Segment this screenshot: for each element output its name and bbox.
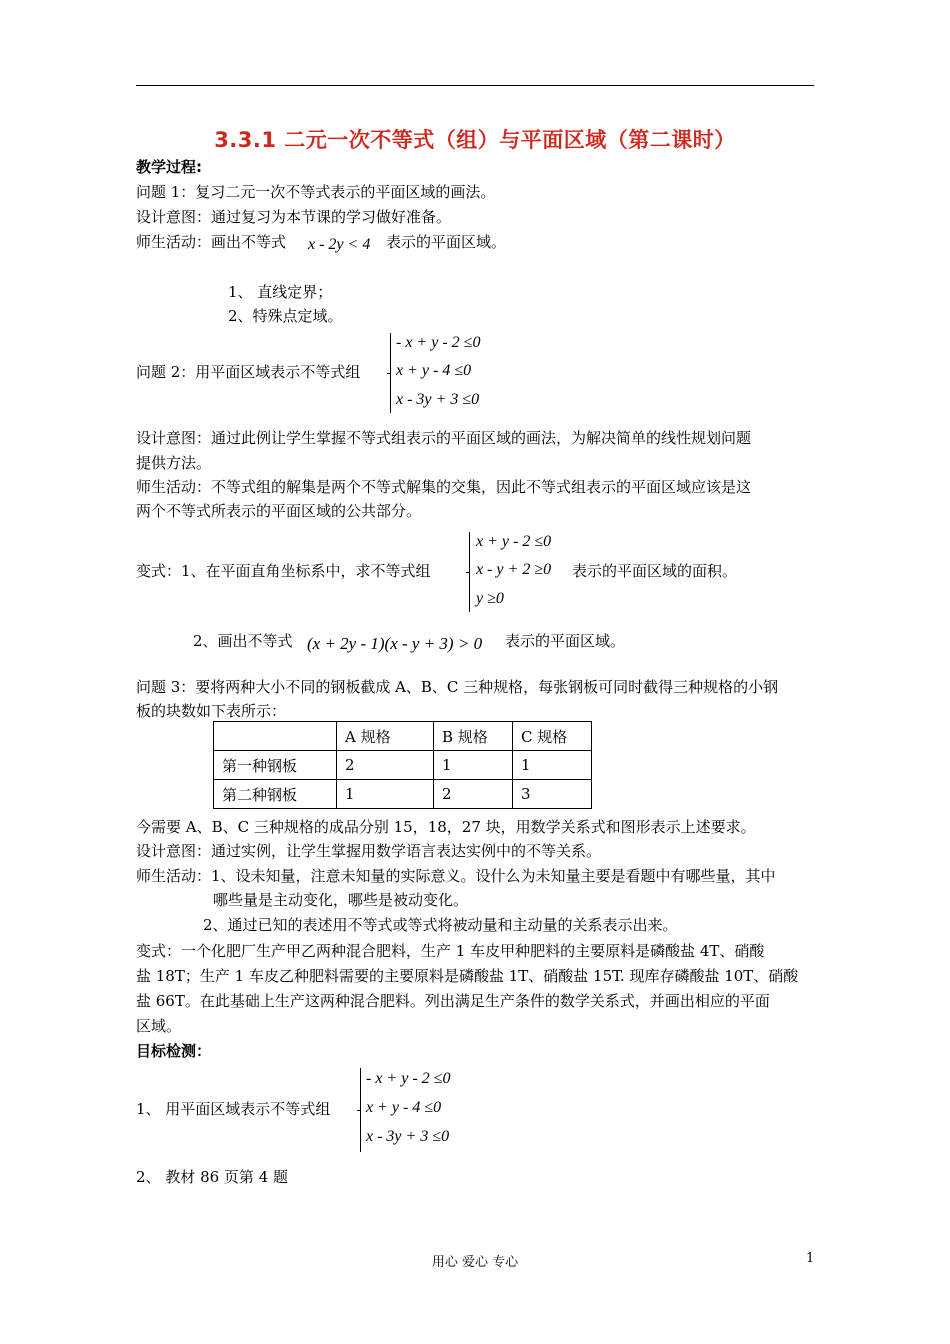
q1-step-1: 1、 直线定界； bbox=[228, 283, 333, 301]
q2-variant2-expr: (x + 2y - 1)(x - y + 3) > 0 bbox=[307, 634, 483, 653]
q2-system-line-1: - x + y - 2 ≤0 bbox=[396, 334, 481, 351]
table-row bbox=[214, 751, 592, 780]
table-cell: 1 bbox=[337, 780, 434, 809]
q1-intent: 设计意图：通过复习为本节课的学习做好准备。 bbox=[136, 208, 452, 226]
table-header-cell: A 规格 bbox=[337, 722, 434, 751]
table-cell: 1 bbox=[434, 751, 513, 780]
q2-activity-1: 师生活动：不等式组的解集是两个不等式解集的交集，因此不等式组表示的平面区域应该是这 bbox=[136, 478, 752, 496]
q1-line: 问题 1：复习二元一次不等式表示的平面区域的画法。 bbox=[136, 183, 496, 201]
table-cell: 2 bbox=[337, 751, 434, 780]
section-heading-process: 教学过程: bbox=[136, 158, 202, 176]
q2-variant2-suffix: 表示的平面区域。 bbox=[505, 632, 626, 650]
q2-variant2-prefix: 2、画出不等式 bbox=[193, 632, 293, 650]
table-cell: 2 bbox=[434, 780, 513, 809]
q3-line-1: 问题 3：要将两种大小不同的钢板截成 A、B、C 三种规格，每张钢板可同时截得三种规格的小钢 bbox=[136, 678, 779, 696]
steel-plate-table bbox=[213, 721, 592, 809]
q3-intent: 设计意图：通过实例，让学生掌握用数学语言表达实例中的不等关系。 bbox=[136, 842, 602, 860]
q1-inequality: x - 2y < 4 bbox=[308, 236, 371, 253]
q2-variant-brace bbox=[469, 532, 470, 612]
q1-step-2: 2、特殊点定域。 bbox=[228, 307, 343, 325]
q3-variant-3: 盐 66T。在此基础上生产这两种混合肥料。列出满足生产条件的数学关系式，并画出相应的平面 bbox=[136, 992, 770, 1010]
footer-motto: 用心 爱心 专心 bbox=[431, 1255, 519, 1270]
q3-variant-4: 区域。 bbox=[136, 1017, 182, 1035]
q2-system-line-3: x - 3y + 3 ≤0 bbox=[396, 391, 480, 408]
goal-system-line-3: x - 3y + 3 ≤0 bbox=[366, 1128, 450, 1145]
q3-variant-1: 变式：一个化肥厂生产甲乙两种混合肥料，生产 1 车皮甲种肥料的主要原料是磷酸盐 4T、硝酸 bbox=[136, 942, 765, 960]
q2-intent-1: 设计意图：通过此例让学生掌握不等式组表示的平面区域的画法，为解决简单的线性规划问题 bbox=[136, 429, 752, 447]
table-header-cell: B 规格 bbox=[434, 722, 513, 751]
table-header-row bbox=[214, 722, 592, 751]
q3-activity-3: 2、通过已知的表述用不等式或等式将被动量和主动量的关系表示出来。 bbox=[203, 916, 678, 934]
goal-item-1-prefix: 1、 用平面区域表示不等式组 bbox=[136, 1100, 331, 1118]
q2-system-line-2: x + y - 4 ≤0 bbox=[396, 362, 472, 379]
page-number: 1 bbox=[806, 1251, 815, 1266]
table-header-cell: C 规格 bbox=[513, 722, 592, 751]
goal-system-line-1: - x + y - 2 ≤0 bbox=[366, 1070, 451, 1087]
goal-heading: 目标检测： bbox=[136, 1042, 212, 1060]
table-cell: 3 bbox=[513, 780, 592, 809]
q2-variant-line-1: x + y - 2 ≤0 bbox=[476, 533, 552, 550]
q3-activity-2: 哪些量是主动变化，哪些是被动变化。 bbox=[213, 891, 469, 909]
q3-need: 今需要 A、B、C 三种规格的成品分别 15，18，27 块，用数学关系式和图形表示上述要求。 bbox=[136, 818, 756, 836]
table-cell: 第二种钢板 bbox=[214, 780, 337, 809]
goal-item-2: 2、 教材 86 页第 4 题 bbox=[136, 1168, 289, 1186]
q2-label: 问题 2：用平面区域表示不等式组 bbox=[136, 363, 361, 381]
q2-intent-2: 提供方法。 bbox=[136, 454, 212, 472]
q3-line-2: 板的块数如下表所示： bbox=[136, 702, 287, 720]
q3-variant-2: 盐 18T；生产 1 车皮乙种肥料需要的主要原料是磷酸盐 1T、硝酸盐 15T. 现库存磷酸盐 10T、硝酸 bbox=[136, 967, 799, 985]
table-row bbox=[214, 780, 592, 809]
table-cell: 1 bbox=[513, 751, 592, 780]
q3-activity-1: 师生活动：1、设未知量，注意未知量的实际意义。设什么为未知量主要是看题中有哪些量，其中 bbox=[136, 867, 776, 885]
table-header-cell bbox=[214, 722, 337, 751]
goal-system-brace bbox=[360, 1068, 361, 1152]
q1-activity-suffix: 表示的平面区域。 bbox=[386, 233, 507, 251]
header-rule bbox=[136, 85, 814, 86]
q2-activity-2: 两个不等式所表示的平面区域的公共部分。 bbox=[136, 502, 422, 520]
q2-variant-suffix: 表示的平面区域的面积。 bbox=[572, 562, 738, 580]
q2-variant-prefix: 变式：1、在平面直角坐标系中，求不等式组 bbox=[136, 562, 431, 580]
q1-activity-prefix: 师生活动：画出不等式 bbox=[136, 233, 287, 251]
table-cell: 第一种钢板 bbox=[214, 751, 337, 780]
document-title: 3.3.1 二元一次不等式（组）与平面区域（第二课时） bbox=[214, 128, 736, 152]
q2-system-brace bbox=[390, 333, 391, 413]
q2-variant-line-3: y ≥0 bbox=[476, 590, 504, 607]
q2-variant-line-2: x - y + 2 ≥0 bbox=[476, 561, 552, 578]
goal-system-line-2: x + y - 4 ≤0 bbox=[366, 1099, 442, 1116]
